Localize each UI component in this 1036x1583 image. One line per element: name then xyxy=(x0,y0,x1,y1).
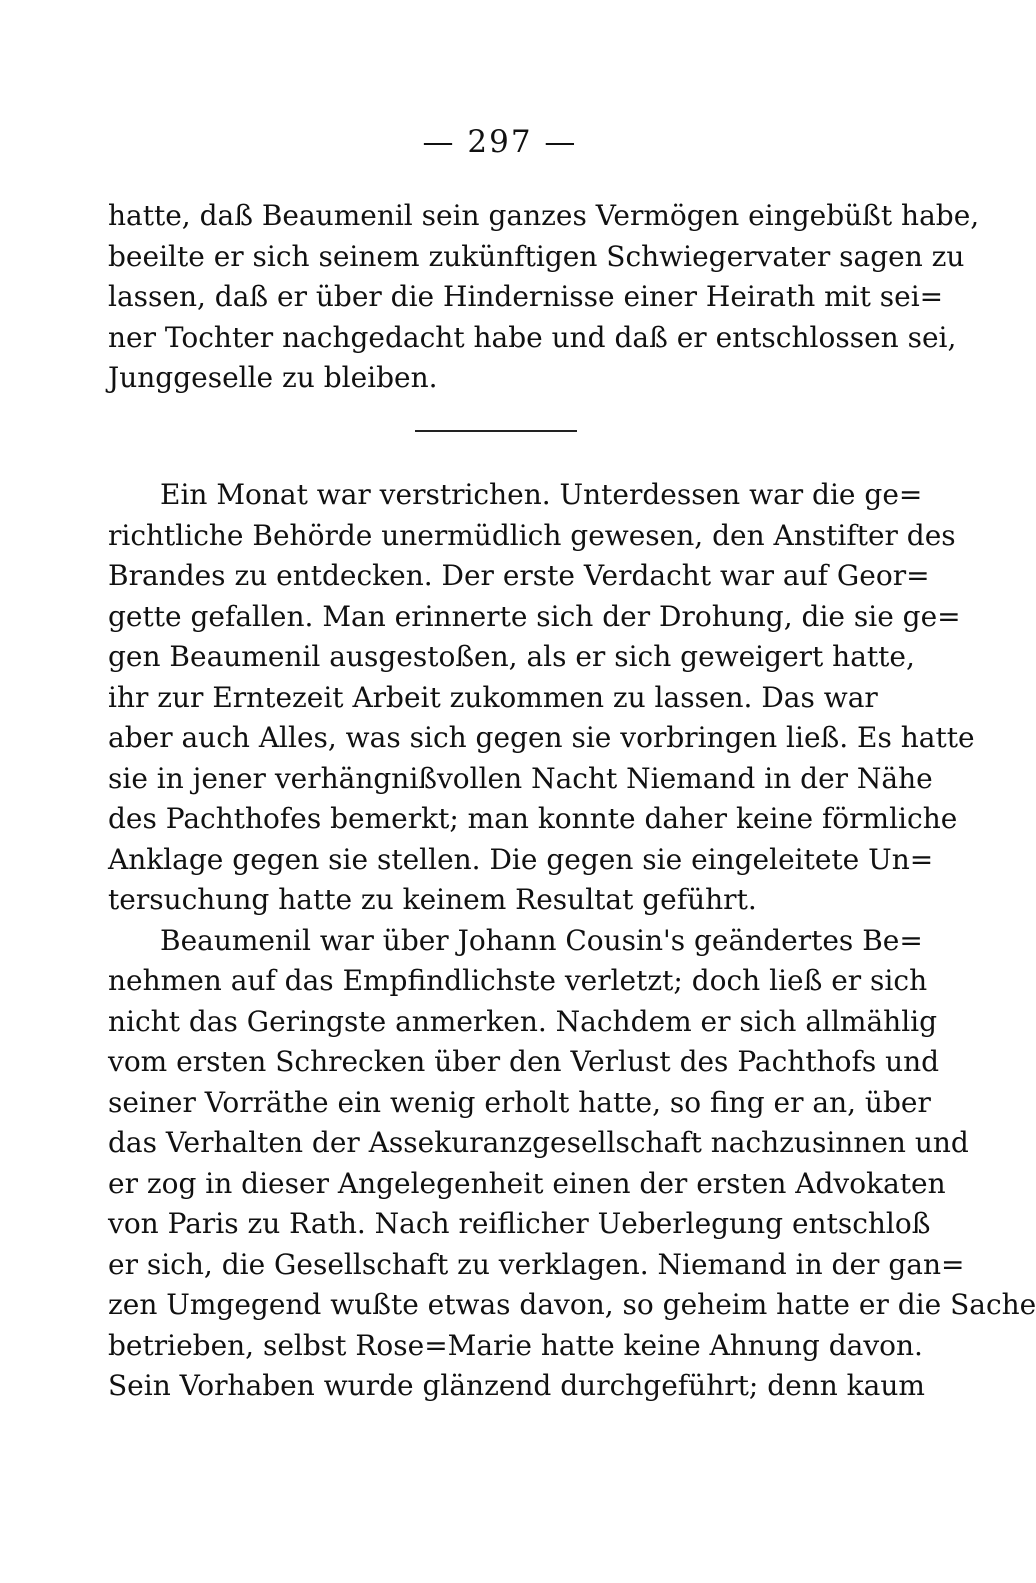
page-number: — 297 — xyxy=(422,124,578,160)
text-line: richtliche Behörde unermüdlich gewesen, den Anstifter des xyxy=(108,518,956,552)
text-line: Ein Monat war verstrichen. Unterdessen war die ge= xyxy=(160,478,923,511)
text-line: seiner Vorräthe ein wenig erholt hatte, so fing er an, über xyxy=(108,1085,931,1119)
text-line: Brandes zu entdecken. Der erste Verdacht war auf Geor= xyxy=(108,559,930,592)
text-line: er sich, die Gesellschaft zu verklagen. Niemand in der gan= xyxy=(108,1247,965,1281)
text-line: vom ersten Schrecken über den Verlust des Pachthofs und xyxy=(108,1045,940,1078)
text-line: ner Tochter nachgedacht habe und daß er entschlossen sei, xyxy=(108,320,957,354)
text-line: des Pachthofes bemerkt; man konnte daher keine förmliche xyxy=(108,802,958,835)
text-line: er zog in dieser Angelegenheit einen der ersten Advokaten xyxy=(108,1166,946,1200)
text-line: nicht das Geringste anmerken. Nachdem er sich allmählig xyxy=(108,1004,938,1038)
text-line: ihr zur Erntezeit Arbeit zukommen zu lassen. Das war xyxy=(108,680,878,714)
text-line: von Paris zu Rath. Nach reiflicher Ueberlegung entschloß xyxy=(108,1207,931,1240)
section-text xyxy=(108,475,1036,1407)
text-line: zen Umgegend wußte etwas davon, so geheim hatte er die Sache xyxy=(108,1288,1036,1321)
text-line: sie in jener verhängnißvollen Nacht Niemand in der Nähe xyxy=(108,761,933,795)
text-line: gen Beaumenil ausgestoßen, als er sich geweigert hatte, xyxy=(108,640,915,673)
text-line: hatte, daß Beaumenil sein ganzes Vermögen eingebüßt habe, xyxy=(108,199,980,232)
text-line: betrieben, selbst Rose=Marie hatte keine Ahnung davon. xyxy=(108,1328,923,1362)
text-line: Sein Vorhaben wurde glänzend durchgeführt; denn kaum xyxy=(108,1369,925,1402)
text-line: Anklage gegen sie stellen. Die gegen sie eingeleitete Un= xyxy=(108,842,934,876)
text-line: lassen, daß er über die Hindernisse einer Heirath mit sei= xyxy=(108,280,944,313)
text-line: das Verhalten der Assekuranzgesellschaft nachzusinnen und xyxy=(108,1126,969,1159)
text-line: gette gefallen. Man erinnerte sich der Drohung, die sie ge= xyxy=(108,599,961,633)
section-divider xyxy=(415,430,577,432)
text-line: Junggeselle zu bleiben. xyxy=(108,361,438,394)
text-line: nehmen auf das Empfindlichste verletzt; doch ließ er sich xyxy=(108,964,928,997)
paragraph-continued xyxy=(108,196,980,399)
text-line: aber auch Alles, was sich gegen sie vorbringen ließ. Es hatte xyxy=(108,721,975,754)
text-line: Beaumenil war über Johann Cousin's geändertes Be= xyxy=(160,923,923,957)
text-line: beeilte er sich seinem zukünftigen Schwiegervater sagen zu xyxy=(108,239,965,273)
text-line: tersuchung hatte zu keinem Resultat geführt. xyxy=(108,883,757,916)
